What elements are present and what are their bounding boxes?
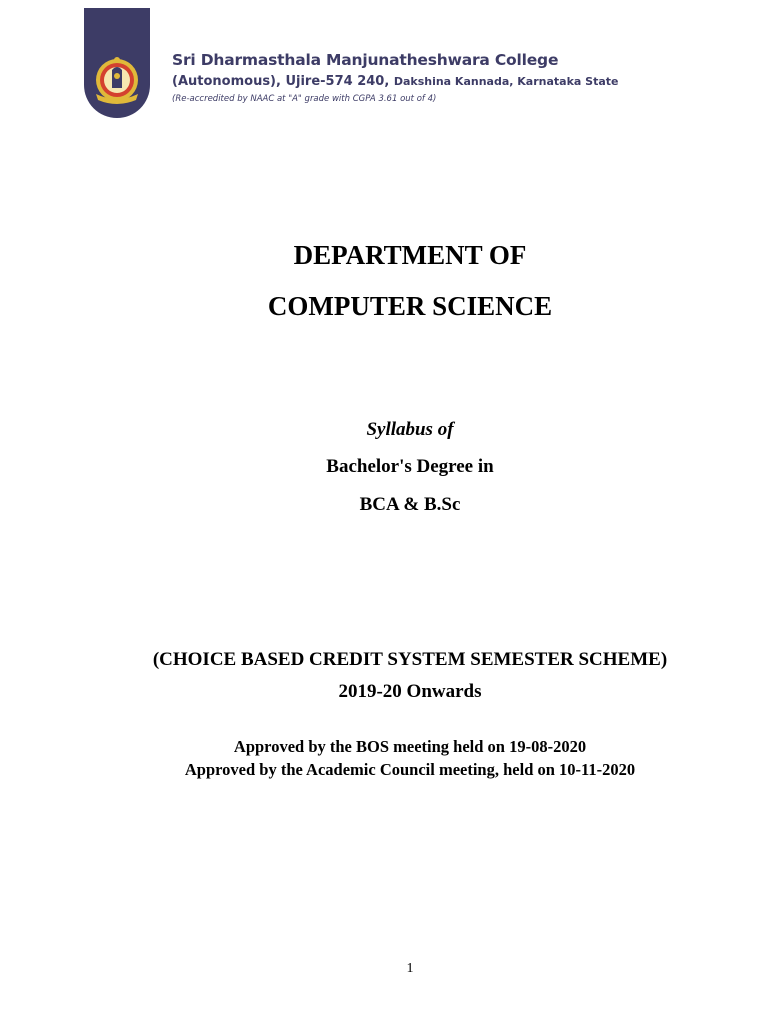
college-address xyxy=(172,72,618,92)
address-main: (Autonomous), Ujire-574 240, xyxy=(172,74,390,89)
department-title-line1: DEPARTMENT OF xyxy=(293,240,527,270)
scheme-year: 2019-20 Onwards xyxy=(338,681,482,702)
college-name: Sri Dharmasthala Manjunatheshwara College xyxy=(172,51,559,69)
address-region: Dakshina Kannada, Karnataka State xyxy=(393,75,619,88)
programs-label: BCA & B.Sc xyxy=(359,494,461,515)
department-title-line2: COMPUTER SCIENCE xyxy=(267,291,553,321)
page-number: 1 xyxy=(406,961,414,976)
accreditation-note: (Re-accredited by NAAC at "A" grade with CGPA 3.61 out of 4) xyxy=(172,94,437,104)
letterhead xyxy=(0,0,768,125)
college-emblem-icon xyxy=(84,8,150,118)
degree-label: Bachelor's Degree in xyxy=(326,456,494,477)
academic-council-approval: Approved by the Academic Council meeting, held on 10-11-2020 xyxy=(184,760,636,779)
scheme-title: (CHOICE BASED CREDIT SYSTEM SEMESTER SCHEME) xyxy=(152,649,668,670)
syllabus-label: Syllabus of xyxy=(366,419,454,440)
letterhead-text xyxy=(172,50,618,106)
bos-approval: Approved by the BOS meeting held on 19-08-2020 xyxy=(233,737,587,756)
